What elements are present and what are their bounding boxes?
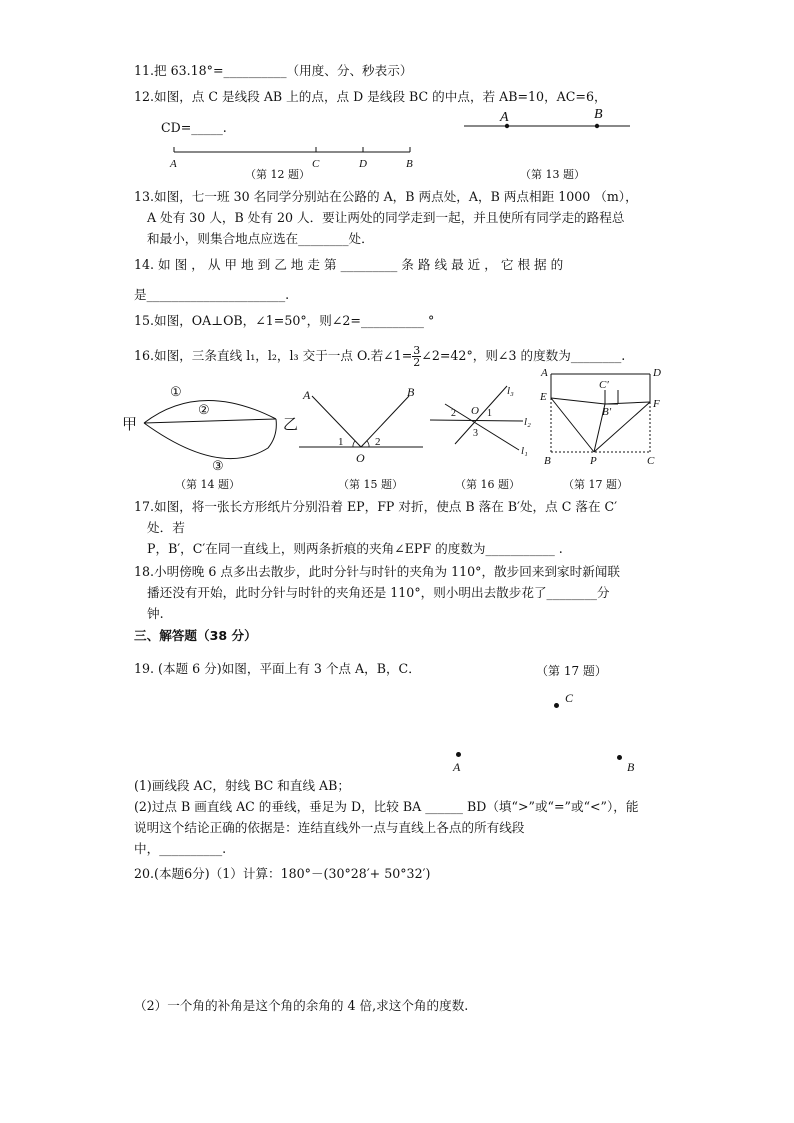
fig14-route-3: ③	[212, 458, 224, 473]
q16-fraction-den: 2	[413, 356, 421, 369]
q16-text-pre: 16.如图，三条直线 l₁，l₂，l₃ 交于一点 O.若∠1=	[134, 348, 413, 363]
question-20-part1: 20.(本题6分)（1）计算：180°－(30°28′+ 50°32′)	[134, 866, 431, 881]
q19-point-a	[456, 752, 461, 757]
fig17-label-d: D	[653, 367, 661, 379]
fig15-angle-1: 1	[338, 436, 344, 448]
question-18-line3: 钟.	[147, 606, 164, 621]
question-20-part2: （2）一个角的补角是这个角的余角的 4 倍,求这个角的度数.	[134, 998, 469, 1013]
fig17-label-f: F	[653, 398, 660, 410]
fig15-label-a: A	[303, 388, 311, 402]
fig17-label-c: C	[647, 455, 655, 467]
question-12-line1: 12.如图，点 C 是线段 AB 上的点，点 D 是线段 BC 的中点，若 AB=10，AC=6，	[134, 89, 607, 104]
fig13-caption: （第 13 题）	[520, 168, 585, 181]
fig12-label-b: B	[406, 158, 413, 170]
question-17-line1: 17.如图，将一张长方形纸片分别沿着 EP，FP 对折，使点 B 落在 B′处，点 C 落在 C′	[134, 499, 618, 514]
figure-16	[425, 378, 545, 468]
question-17-line2: 处．若	[147, 520, 185, 535]
fig16-angle-1: 1	[487, 408, 492, 419]
figure-13	[460, 100, 640, 140]
q19-caption: （第 17 题）	[536, 664, 607, 678]
fig17-label-a: A	[541, 367, 548, 379]
fig16-caption: （第 16 题）	[455, 478, 520, 491]
fig13-label-b: B	[594, 107, 603, 122]
fig17-label-e: E	[540, 391, 547, 403]
question-19-part2-line3: 中，__________.	[134, 841, 227, 856]
fig16-angle-3: 3	[473, 428, 478, 439]
question-14-line1: 14. 如 图 ， 从 甲 地 到 乙 地 走 第 _________ 条 路 线 最 近 ， 它 根 据 的	[134, 257, 564, 272]
q19-point-b	[617, 755, 622, 760]
fig14-route-1: ①	[170, 384, 182, 399]
question-13-line1: 13.如图，七一班 30 名同学分别站在公路的 A，B 两点处，A，B 两点相距 1000 （m），	[134, 189, 638, 204]
fig16-label-l1: l₁	[521, 445, 528, 457]
q19-point-c	[554, 703, 559, 708]
figure-15	[295, 384, 430, 469]
fig12-caption: （第 12 题）	[245, 168, 310, 181]
question-17-line3: P，B′，C′在同一直线上，则两条折痕的夹角∠EPF 的度数为___________ .	[147, 541, 563, 556]
fig12-label-a: A	[170, 158, 177, 170]
fig17-label-p: P	[590, 455, 597, 467]
q16-fraction	[412, 345, 421, 368]
fig14-caption: （第 14 题）	[175, 478, 240, 491]
question-19-part2-line2: 说明这个结论正确的依据是：连结直线外一点与直线上各点的所有线段	[134, 820, 525, 835]
fig17-label-b: B	[544, 455, 551, 467]
fig14-route-2: ②	[198, 402, 210, 417]
question-16	[134, 345, 625, 368]
q19-label-c: C	[565, 691, 574, 705]
section-3-heading: 三、解答题（38 分）	[134, 628, 257, 643]
fig14-end: 乙	[283, 417, 299, 433]
q19-label-a: A	[453, 760, 461, 774]
question-19: 19. (本题 6 分)如图，平面上有 3 个点 A，B，C．	[134, 661, 421, 676]
fig17-caption: （第 17 题）	[563, 478, 628, 491]
fig15-label-b: B	[407, 385, 415, 399]
fig15-angle-2: 2	[375, 436, 381, 448]
figure-17	[538, 366, 673, 476]
q16-text-post: ∠2=42°，则∠3 的度数为________.	[421, 348, 626, 363]
question-12-line2: CD=_____.	[161, 120, 227, 135]
fig12-label-c: C	[312, 158, 320, 170]
fig16-angle-2: 2	[451, 408, 456, 419]
question-18-line1: 18.小明傍晚 6 点多出去散步，此时分针与时针的夹角为 110°，散步回来到家时新闻联	[134, 564, 620, 579]
q16-fraction-num: 3	[413, 344, 421, 357]
question-11: 11.把 63.18°=__________（用度、分、秒表示）	[134, 63, 413, 78]
fig15-label-o: O	[356, 451, 365, 465]
question-13-line3: 和最小，则集合地点应选在________处．	[147, 231, 374, 246]
fig15-caption: （第 15 题）	[338, 478, 403, 491]
q19-label-b: B	[627, 760, 635, 774]
question-19-part2-line1: (2)过点 B 画直线 AC 的垂线，垂足为 D，比较 BA ______ BD（填“>”或“=”或“<”），能	[134, 799, 639, 814]
fig17-label-c-prime: C′	[599, 379, 609, 391]
question-14-line2: 是______________________.	[134, 287, 290, 302]
fig12-label-d: D	[359, 158, 367, 170]
figure-14	[120, 378, 299, 488]
fig16-label-l3: l₃	[507, 385, 514, 397]
fig17-label-b-prime: B′	[602, 406, 612, 418]
fig13-label-a: A	[500, 110, 509, 125]
question-13-line2: A 处有 30 人，B 处有 20 人．要让两处的同学走到一起，并且使所有同学走的路程总	[147, 210, 625, 225]
fig14-start: 甲	[122, 417, 138, 433]
fig16-label-l2: l₂	[524, 416, 531, 428]
question-19-part1: (1)画线段 AC，射线 BC 和直线 AB；	[134, 778, 350, 793]
question-15: 15.如图，OA⊥OB，∠1=50°，则∠2=__________ °	[134, 313, 435, 328]
fig16-label-o: O	[471, 405, 479, 417]
question-18-line2: 播还没有开始，此时分针与时针的夹角还是 110°，则小明出去散步花了________分	[147, 585, 610, 600]
